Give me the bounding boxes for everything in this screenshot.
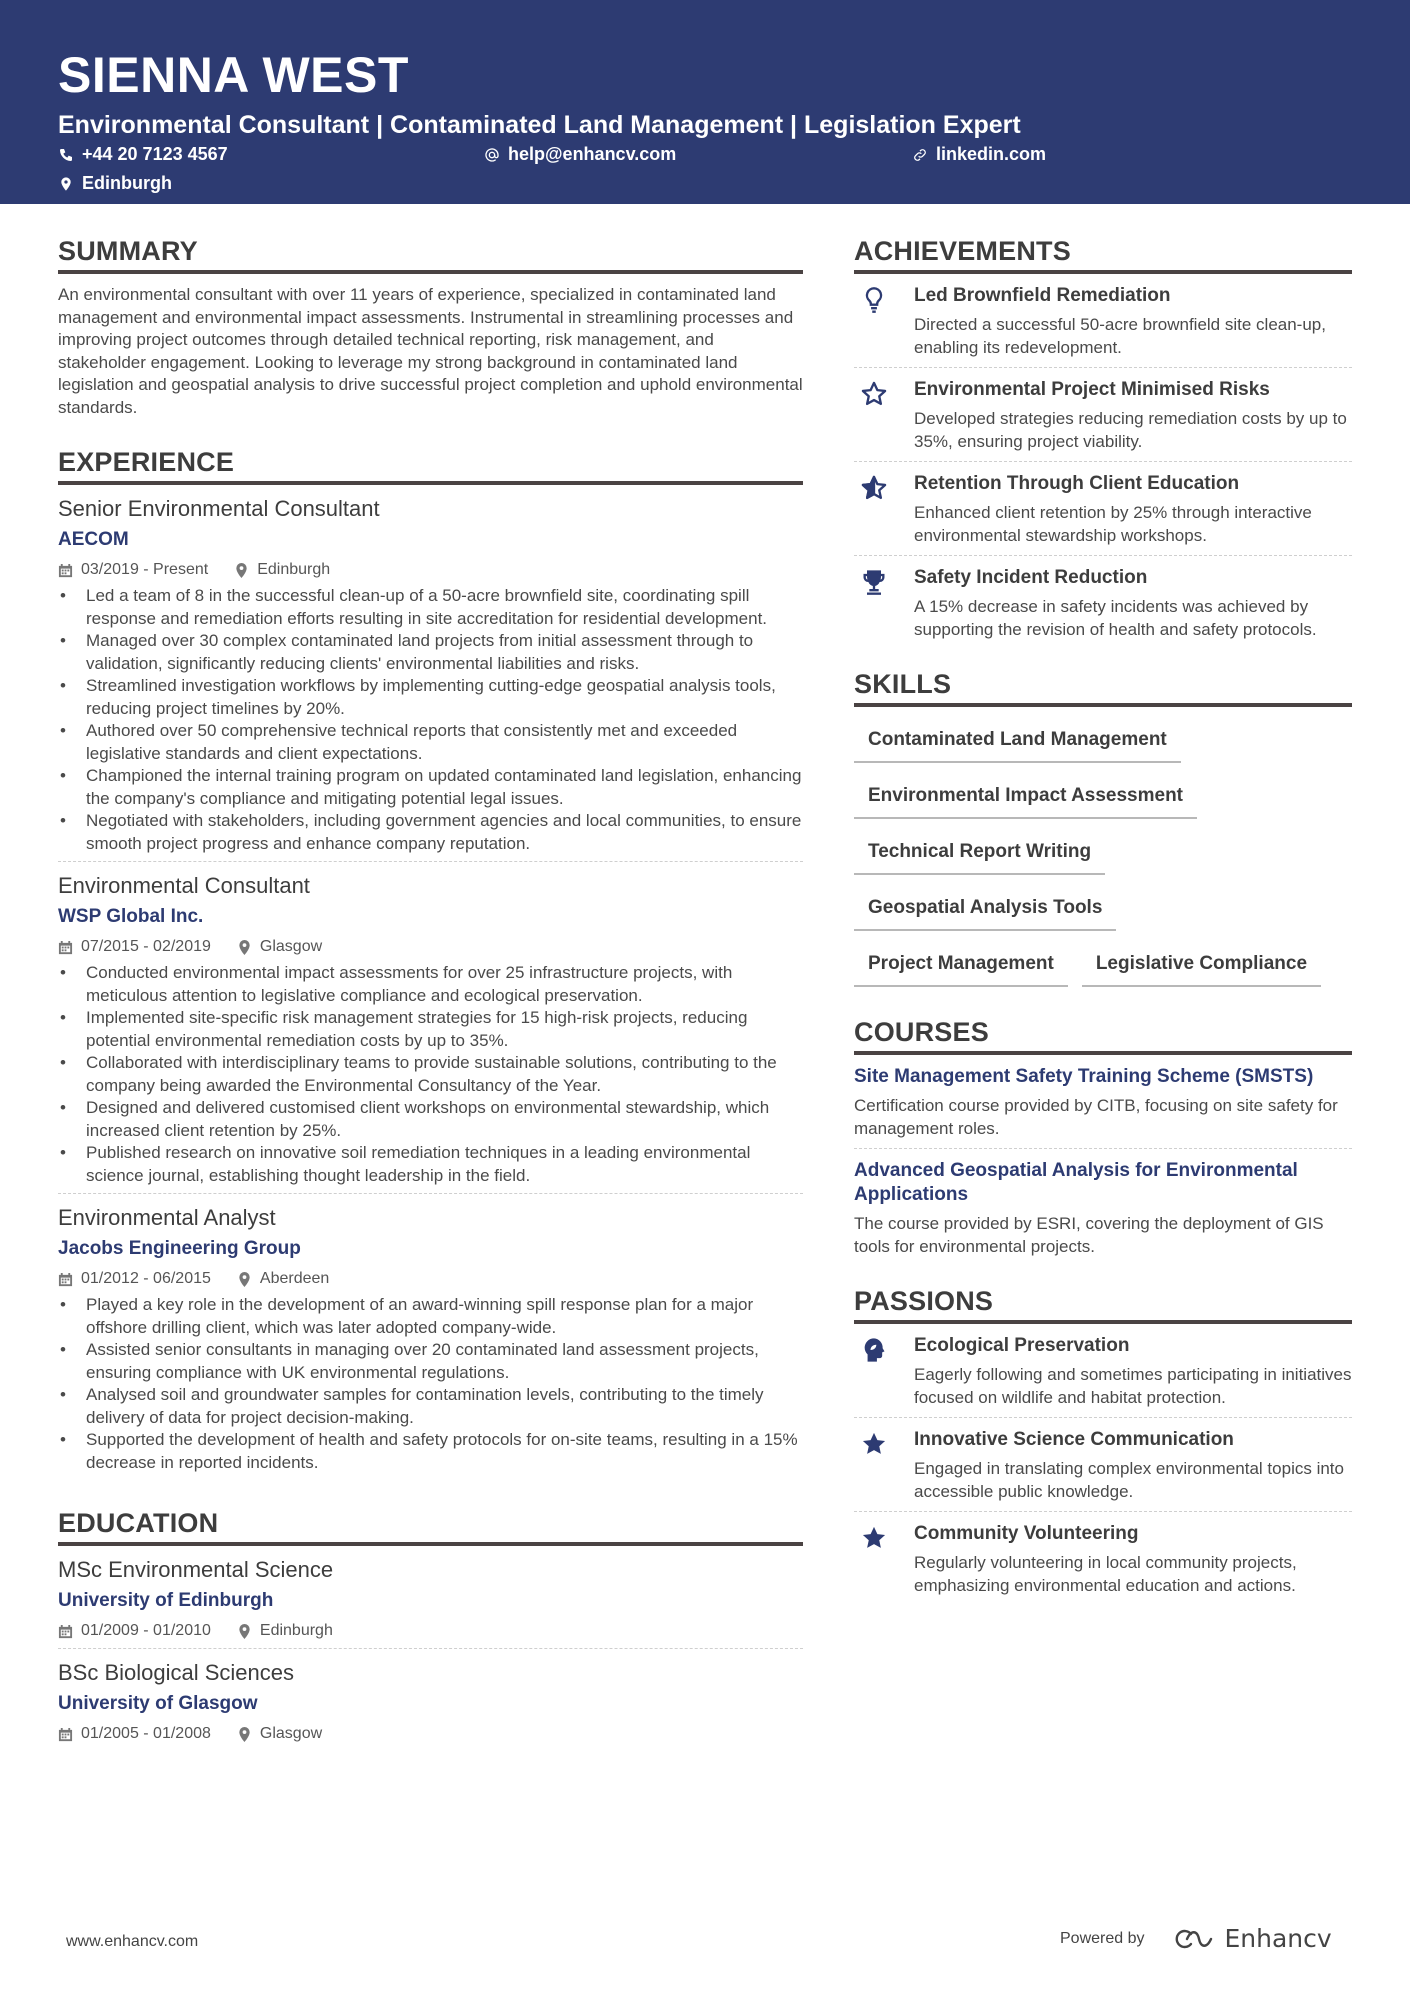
contact-row-1 (58, 144, 1352, 169)
bullet-item: • Implemented site-specific risk management strategies for 15 high-risk projects, reducing potential environmental remediation costs by up to 35%. (58, 1007, 803, 1052)
job-title: Environmental Analyst (58, 1205, 276, 1230)
job-dates-text: 03/2019 - Present (81, 561, 209, 578)
location-text: Edinburgh (82, 173, 172, 193)
footer-website[interactable]: www.enhancv.com (66, 1933, 199, 1950)
job-location (237, 936, 322, 958)
job-title: Environmental Consultant (58, 873, 310, 898)
job-meta (58, 559, 803, 581)
education-dates (58, 1620, 211, 1642)
contact-linkedin[interactable] (912, 144, 1046, 165)
skill-tag: Contaminated Land Management (854, 717, 1181, 763)
job-dates-text: 01/2012 - 06/2015 (81, 1270, 211, 1287)
job-meta (58, 936, 803, 958)
bullet-item: • Negotiated with stakeholders, including government agencies and local communities, to ensure smooth project progress and enhance company reputation. (58, 810, 803, 855)
achievement-desc: Developed strategies reducing remediation costs by up to 35%, ensuring project viability. (914, 409, 1347, 451)
experience-title: EXPERIENCE (58, 445, 803, 485)
skill-tag: Project Management (854, 941, 1068, 987)
contact-location (58, 173, 172, 194)
education-section (58, 1506, 803, 1751)
contact-phone[interactable] (58, 144, 228, 165)
location-pin-icon (237, 1272, 252, 1287)
footer-brand (1060, 1924, 1332, 1953)
star-outline-icon (860, 380, 888, 408)
education-dates (58, 1723, 211, 1745)
phone-text: +44 20 7123 4567 (82, 144, 228, 164)
bullet-item: • Championed the internal training program on updated contaminated land legislation, enhancing the company's compliance and mitigating potential legal issues. (58, 765, 803, 810)
achievements-section (854, 234, 1352, 649)
powered-by-text: Powered by (1060, 1929, 1145, 1947)
passion-desc: Engaged in translating complex environmental topics into accessible public knowledge. (914, 1459, 1344, 1501)
skills-list (854, 717, 1352, 997)
job-location-text: Edinburgh (257, 561, 331, 578)
course-title: Advanced Geospatial Analysis for Environmental Applications (854, 1160, 1298, 1205)
job-location-text: Glasgow (259, 938, 323, 955)
candidate-name: SIENNA WEST (58, 47, 409, 103)
contact-email[interactable] (484, 144, 676, 165)
location-pin-icon (237, 1624, 252, 1639)
course-desc: Certification course provided by CITB, focusing on site safety for management roles. (854, 1096, 1338, 1138)
calendar-icon (58, 1727, 73, 1742)
job-entry (58, 1194, 803, 1480)
degree-title: MSc Environmental Science (58, 1557, 334, 1582)
job-dates (58, 1268, 211, 1290)
job-entry (58, 485, 803, 862)
education-meta (58, 1620, 803, 1642)
school-name: University of Edinburgh (58, 1590, 274, 1611)
trophy-icon (860, 568, 888, 596)
bullet-item: • Designed and delivered customised client workshops on environmental stewardship, which increased client retention by 25%. (58, 1097, 803, 1142)
education-location-text: Glasgow (259, 1725, 323, 1742)
job-company: AECOM (58, 529, 129, 550)
courses-title: COURSES (854, 1015, 1352, 1055)
lightbulb-icon (860, 286, 888, 314)
enhancv-logo[interactable] (1169, 1924, 1332, 1953)
education-location-text: Edinburgh (259, 1622, 333, 1639)
job-dates (58, 936, 211, 958)
resume-header (0, 0, 1410, 204)
achievement-item (854, 274, 1352, 368)
right-column (854, 234, 1352, 1623)
achievements-title: ACHIEVEMENTS (854, 234, 1352, 274)
location-pin-icon (234, 563, 249, 578)
achievement-title: Environmental Project Minimised Risks (914, 379, 1270, 400)
education-location (237, 1620, 333, 1642)
contact-row-2 (58, 173, 1352, 198)
education-dates-text: 01/2005 - 01/2008 (81, 1725, 211, 1742)
course-item (854, 1149, 1352, 1266)
bullet-item: • Assisted senior consultants in managing over 20 contaminated land assessment projects, ensuring compliance with UK environmental regulations. (58, 1339, 803, 1384)
location-pin-icon (237, 1727, 252, 1742)
summary-text: An environmental consultant with over 11 years of experience, specialized in contaminated land management and environmental impact assessments. Instrumental in streamlining processes and improving project outcomes through detailed technical reporting, risk management, and stakeholder engagement. Looking to leverage my strong background in contaminated land legislation and geospatial analysis to drive successful project completion and uphold environmental standards. (58, 285, 803, 417)
passions-title: PASSIONS (854, 1284, 1352, 1324)
passion-title: Ecological Preservation (914, 1335, 1130, 1356)
degree-title: BSc Biological Sciences (58, 1660, 295, 1685)
passion-item (854, 1512, 1352, 1605)
course-item (854, 1055, 1352, 1149)
passions-section (854, 1284, 1352, 1605)
star-icon (860, 1430, 888, 1458)
skill-tag: Legislative Compliance (1082, 941, 1321, 987)
passion-desc: Eagerly following and sometimes participating in initiatives focused on wildlife and habitat protection. (914, 1365, 1352, 1407)
job-location (237, 1268, 329, 1290)
calendar-icon (58, 940, 73, 955)
achievement-desc: A 15% decrease in safety incidents was achieved by supporting the revision of health and safety protocols. (914, 597, 1317, 639)
location-pin-icon (58, 176, 74, 192)
skills-title: SKILLS (854, 667, 1352, 707)
job-company: WSP Global Inc. (58, 906, 204, 927)
bullet-item: • Managed over 30 complex contaminated land projects from initial assessment through to validation, significantly reducing clients' environmental liabilities and risks. (58, 630, 803, 675)
summary-title: SUMMARY (58, 234, 803, 274)
skills-section (854, 667, 1352, 997)
linkedin-text: linkedin.com (936, 144, 1047, 164)
left-column (58, 234, 803, 1769)
bullet-item: • Analysed soil and groundwater samples for contamination levels, contributing to the timely delivery of data for project decision-making. (58, 1384, 803, 1429)
education-meta (58, 1723, 803, 1745)
candidate-headline: Environmental Consultant | Contaminated Land Management | Legislation Expert (58, 111, 1021, 139)
star-half-icon (860, 474, 888, 502)
job-company: Jacobs Engineering Group (58, 1238, 301, 1259)
job-bullets (58, 585, 803, 855)
calendar-icon (58, 1272, 73, 1287)
bullet-item: • Supported the development of health and safety protocols for on-site teams, resulting in a 15% decrease in reported incidents. (58, 1429, 803, 1474)
education-dates-text: 01/2009 - 01/2010 (81, 1622, 211, 1639)
calendar-icon (58, 1624, 73, 1639)
bullet-item: • Published research on innovative soil remediation techniques in a leading environmental science journal, establishing thought leadership in the field. (58, 1142, 803, 1187)
bullet-item: • Played a key role in the development of an award-winning spill response plan for a major offshore drilling client, which was later adopted company-wide. (58, 1294, 803, 1339)
bullet-item: • Authored over 50 comprehensive technical reports that consistently met and exceeded legislative standards and client expectations. (58, 720, 803, 765)
skill-tag: Environmental Impact Assessment (854, 773, 1197, 819)
email-text: help@enhancv.com (508, 144, 677, 164)
job-location (234, 559, 330, 581)
job-entry (58, 862, 803, 1194)
job-meta (58, 1268, 803, 1290)
passion-title: Innovative Science Communication (914, 1429, 1234, 1450)
bullet-item: • Conducted environmental impact assessments for over 25 infrastructure projects, with meticulous attention to legislative compliance and ecological preservation. (58, 962, 803, 1007)
passion-item (854, 1324, 1352, 1418)
passion-desc: Regularly volunteering in local community projects, emphasizing environmental education and actions. (914, 1553, 1297, 1595)
passion-item (854, 1418, 1352, 1512)
education-title: EDUCATION (58, 1506, 803, 1546)
courses-section (854, 1015, 1352, 1266)
achievement-desc: Enhanced client retention by 25% through interactive environmental stewardship workshops. (914, 503, 1312, 545)
job-location-text: Aberdeen (259, 1270, 330, 1287)
bullet-item: • Collaborated with interdisciplinary teams to provide sustainable solutions, contributing to the company being awarded the Environmental Consultancy of the Year. (58, 1052, 803, 1097)
location-pin-icon (237, 940, 252, 955)
skill-tag: Technical Report Writing (854, 829, 1105, 875)
achievement-item (854, 556, 1352, 649)
job-dates (58, 559, 208, 581)
head-leaf-icon (860, 1336, 888, 1364)
education-entry (58, 1649, 803, 1751)
school-name: University of Glasgow (58, 1693, 258, 1714)
enhancv-logo-icon (1169, 1925, 1217, 1953)
course-title: Site Management Safety Training Scheme (SMSTS) (854, 1066, 1314, 1087)
education-entry (58, 1546, 803, 1649)
job-title: Senior Environmental Consultant (58, 496, 380, 521)
job-bullets (58, 1294, 803, 1474)
bullet-item: • Streamlined investigation workflows by implementing cutting-edge geospatial analysis tools, reducing project timelines by 20%. (58, 675, 803, 720)
achievement-title: Retention Through Client Education (914, 473, 1240, 494)
skill-tag: Geospatial Analysis Tools (854, 885, 1116, 931)
achievement-desc: Directed a successful 50-acre brownfield site clean-up, enabling its redevelopment. (914, 315, 1326, 357)
job-bullets (58, 962, 803, 1187)
achievement-title: Safety Incident Reduction (914, 567, 1148, 588)
experience-section (58, 445, 803, 1480)
bullet-item: • Led a team of 8 in the successful clean-up of a 50-acre brownfield site, coordinating spill response and remediation efforts resulting in site accreditation for residential development. (58, 585, 803, 630)
education-location (237, 1723, 322, 1745)
brand-name: Enhancv (1224, 1924, 1332, 1953)
achievement-item (854, 368, 1352, 462)
link-icon (912, 147, 928, 163)
achievement-item (854, 462, 1352, 556)
summary-section (58, 234, 803, 419)
job-dates-text: 07/2015 - 02/2019 (81, 938, 211, 955)
star-icon (860, 1524, 888, 1552)
at-icon (484, 147, 500, 163)
phone-icon (58, 147, 74, 163)
passion-title: Community Volunteering (914, 1523, 1139, 1544)
calendar-icon (58, 563, 73, 578)
course-desc: The course provided by ESRI, covering the deployment of GIS tools for environmental projects. (854, 1214, 1324, 1256)
achievement-title: Led Brownfield Remediation (914, 285, 1171, 306)
